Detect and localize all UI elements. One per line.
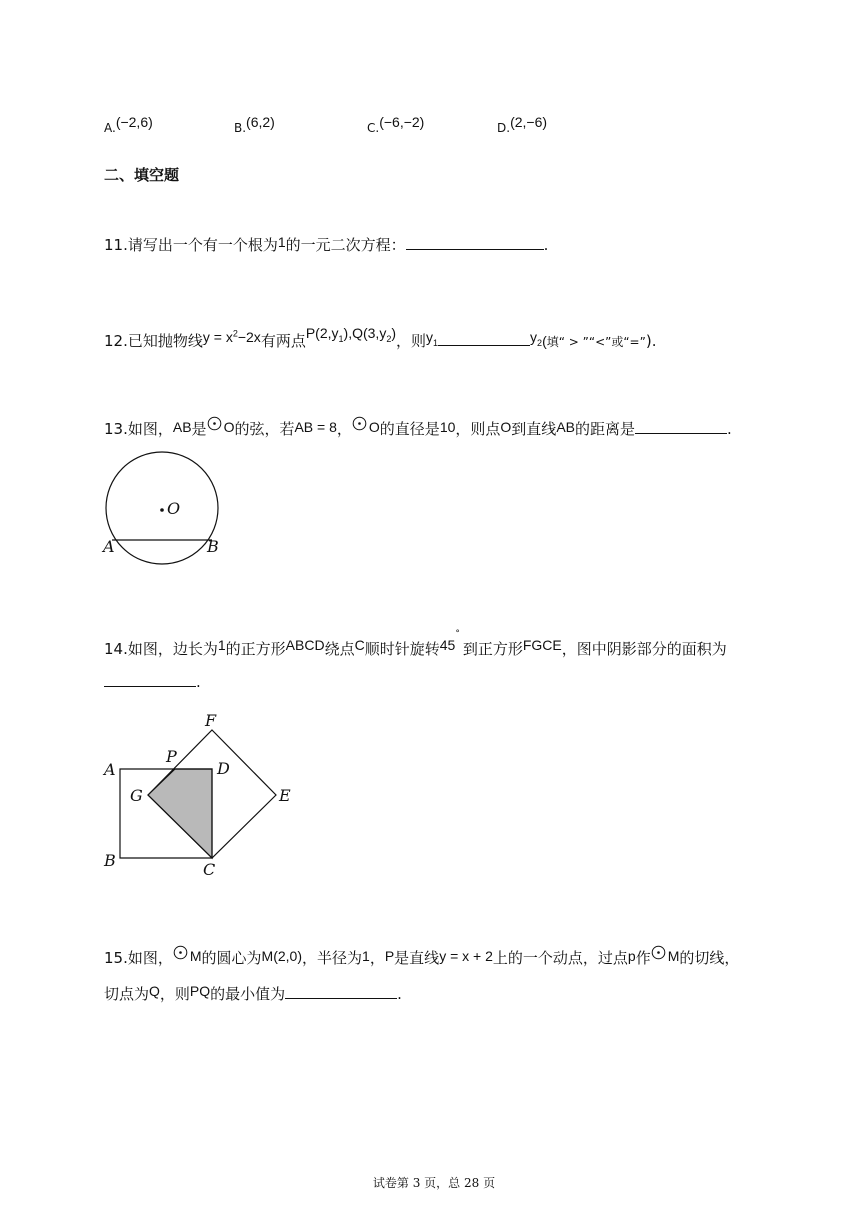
q13-text7: 到直线 — [511, 420, 557, 438]
q15-line: y = x + 2 — [439, 948, 493, 964]
label-b: B — [104, 851, 116, 870]
q12-exp: 2 — [232, 328, 238, 339]
q12-eq: y = x — [202, 329, 233, 345]
q15-text2: 的圆心为 — [201, 949, 262, 967]
q12-y1 — [426, 329, 439, 348]
q11-end: . — [543, 236, 549, 254]
q12-p: P(2,y — [305, 325, 339, 341]
question-14 — [104, 629, 727, 659]
q12-p-sub: 1 — [338, 333, 344, 344]
q14-end: . — [196, 673, 201, 691]
circle-dot-icon — [651, 945, 668, 964]
q15-text7: 作 — [635, 949, 651, 967]
center-point — [160, 508, 164, 512]
option-b-label: B. — [234, 121, 247, 135]
q12-q-sub: 2 — [386, 333, 392, 344]
q15-center: M(2,0) — [261, 948, 302, 964]
q13-o1: O — [223, 419, 235, 435]
q13-text3: 的弦，若 — [234, 420, 295, 438]
q12-text1: 12.已知抛物线 — [104, 332, 203, 350]
q13-o2: O — [368, 419, 380, 435]
question-15-line2 — [104, 983, 402, 1004]
circle-dot-icon — [352, 416, 369, 435]
q15-text10: ，则 — [159, 985, 190, 1003]
option-c — [367, 114, 425, 136]
section-title: 二、填空题 — [104, 166, 180, 184]
q12-q-end: ) — [391, 325, 397, 341]
option-c-value: (−6,−2) — [379, 114, 425, 130]
q12-p-end: ), — [343, 325, 353, 341]
q15-text1: 15.如图， — [104, 949, 173, 967]
circle-dot-icon — [173, 945, 190, 964]
q12-y2-letter: y — [530, 329, 538, 345]
q13-text5: 的直径是 — [379, 420, 440, 438]
q14-answer-blank[interactable] — [104, 672, 196, 687]
q14-text1: 14.如图，边长为 — [104, 640, 218, 658]
q15-answer-blank[interactable] — [285, 984, 397, 999]
q13-answer-blank[interactable] — [635, 419, 727, 434]
q12-y1-sub: 1 — [433, 337, 439, 348]
q11-root: 1 — [277, 234, 286, 250]
q14-side: 1 — [217, 637, 226, 653]
option-d — [497, 114, 548, 136]
circle-o — [106, 452, 218, 564]
q15-pq: PQ — [189, 983, 211, 999]
label-e: E — [279, 786, 291, 805]
shaded-region — [148, 769, 212, 858]
q15-text8: 的切线， — [679, 949, 740, 967]
q13-text2: 是 — [191, 420, 207, 438]
q15-p: P — [384, 948, 395, 964]
q15-text5: 是直线 — [394, 949, 440, 967]
q15-text6: 上的一个动点，过点 — [492, 949, 628, 967]
option-d-label: D. — [497, 121, 511, 135]
label-d: D — [217, 759, 230, 778]
q12-text3: ，则 — [396, 332, 427, 350]
q15-text4: ， — [369, 949, 385, 967]
circle-dot-icon — [207, 416, 224, 435]
q14-fgce: FGCE — [522, 637, 562, 653]
question-13 — [104, 418, 732, 439]
q15-text9: 切点为 — [104, 985, 150, 1003]
q14-angle: 45 — [439, 637, 456, 653]
q11-answer-blank[interactable] — [406, 235, 544, 250]
q13-text6: ，则点 — [455, 420, 501, 438]
option-a-label: A. — [104, 121, 116, 135]
q15-p2: p — [627, 948, 636, 964]
q15-radius: 1 — [362, 948, 370, 964]
q12-answer-blank[interactable] — [438, 331, 530, 346]
label-o: O — [167, 499, 181, 518]
q12-text2: 有两点 — [260, 332, 306, 350]
q13-ab: AB — [172, 419, 192, 435]
q12-y1-letter: y — [426, 329, 434, 345]
q14-text3: 绕点 — [324, 640, 355, 658]
label-b: B — [207, 537, 219, 556]
q14-c: C — [354, 637, 365, 653]
q12-q: Q(3,y — [352, 325, 387, 341]
q13-diameter: 10 — [439, 419, 456, 435]
q15-text11: 的最小值为 — [210, 985, 286, 1003]
q12-fill-hint: 填“ > ”“<”或“=” — [546, 335, 646, 349]
label-c: C — [203, 860, 216, 879]
q15-text3: ，半径为 — [302, 949, 363, 967]
option-b — [234, 114, 275, 136]
q11-text2: 的一元二次方程： — [285, 236, 406, 254]
q12-points — [305, 325, 397, 344]
q14-degree: ° — [455, 629, 460, 639]
q12-paren-open: ( — [542, 333, 547, 349]
q13-text1: 13.如图， — [104, 420, 173, 438]
q12-end: ). — [645, 332, 657, 350]
question-12 — [104, 325, 657, 352]
q14-text2: 的正方形 — [225, 640, 286, 658]
q13-cond: AB = 8 — [294, 419, 337, 435]
q13-text4: ， — [336, 420, 352, 438]
question-15 — [104, 947, 739, 968]
q15-q: Q — [149, 983, 160, 999]
q14-abcd: ABCD — [285, 637, 325, 653]
q12-parabola — [203, 329, 261, 345]
label-p: P — [166, 747, 177, 766]
option-b-value: (6,2) — [246, 114, 275, 130]
q13-end: . — [727, 420, 732, 438]
q14-text4: 顺时针旋转 — [364, 640, 440, 658]
label-a: A — [103, 537, 115, 556]
q14-text6: ，图中阴影部分的面积为 — [561, 640, 727, 658]
page-footer: 试卷第 3 页，总 28 页 — [372, 1176, 496, 1190]
q15-m2: M — [667, 948, 680, 964]
question-14-line2 — [104, 672, 201, 691]
q12-eq2: −2x — [237, 329, 261, 345]
q13-o3: O — [500, 419, 512, 435]
option-c-label: C. — [367, 121, 380, 135]
q11-text1: 11.请写出一个有一个根为 — [104, 236, 278, 254]
label-f: F — [205, 711, 217, 730]
option-d-value: (2,−6) — [510, 114, 548, 130]
question-11 — [104, 234, 548, 255]
q12-y2 — [530, 329, 543, 348]
q13-text8: 的距离是 — [575, 420, 636, 438]
q15-end: . — [397, 985, 402, 1003]
option-a — [104, 114, 153, 136]
label-a: A — [104, 760, 116, 779]
q14-text5: 到正方形 — [462, 640, 523, 658]
label-g: G — [130, 786, 143, 805]
q15-m1: M — [189, 948, 202, 964]
option-a-value: (−2,6) — [115, 114, 153, 130]
q12-y2-sub: 2 — [537, 337, 543, 348]
q13-ab2: AB — [556, 419, 575, 435]
